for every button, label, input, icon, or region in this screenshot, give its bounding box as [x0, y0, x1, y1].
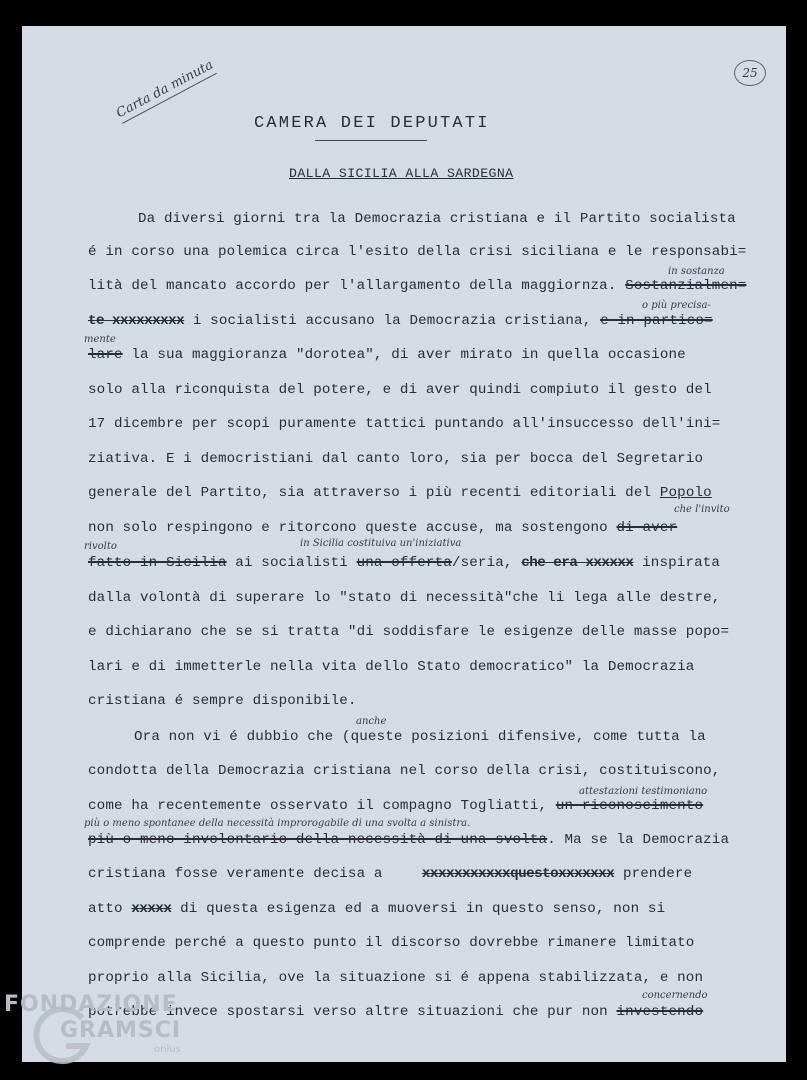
text-line	[88, 520, 677, 536]
text-line	[88, 555, 720, 571]
line-text: di questa esigenza ed a muoversi in questo senso, non si	[180, 901, 666, 917]
line-text: inspirata	[642, 555, 721, 571]
text-line	[88, 278, 746, 294]
text-line: lari e di immetterle nella vita dello Stato democratico" la Democrazia	[88, 659, 695, 675]
text-line	[88, 798, 703, 814]
text-line	[88, 313, 713, 329]
text-line: dalla volontà di superare lo "stato di necessità"che li lega alle destre,	[88, 590, 721, 606]
text-line: solo alla riconquista del potere, e di aver quindi compiuto il gesto del	[88, 382, 712, 398]
handwritten-note: o più precisa-	[642, 300, 711, 311]
line-text: prendere	[622, 866, 693, 882]
text-line	[88, 485, 712, 501]
line-text: la sua maggioranza "dorotea", di aver mirato in quella occasione	[131, 347, 686, 363]
text-line: ziativa. E i democristiani dal canto loro, sia per bocca del Segretario	[88, 451, 704, 467]
struck-text: xxxxxxxxxxxquestoxxxxxxx	[421, 866, 615, 882]
handwritten-note: anche	[356, 716, 387, 727]
struck-text: un riconoscimento	[555, 798, 704, 814]
text-line: 17 dicembre per scopi puramente tattici puntando all'insuccesso dell'ini=	[88, 416, 721, 432]
struck-text: e in partico=	[600, 313, 713, 329]
line-text: i socialisti accusano la Democrazia cristiana,	[192, 313, 592, 329]
struck-text: che era xxxxxx	[521, 555, 634, 571]
text-line	[88, 832, 729, 848]
watermark-g-icon	[32, 1006, 92, 1070]
struck-text: Sostanzialmen=	[625, 278, 747, 294]
line-text: ai socialisti	[235, 555, 348, 571]
watermark-text: FONDAZIONE	[4, 992, 178, 1017]
line-text: . Ma se la Democrazia	[547, 832, 730, 848]
header-rule	[315, 140, 427, 141]
handwritten-note: rivolto	[84, 541, 117, 552]
text-line	[88, 866, 692, 882]
handwritten-note: che l'invito	[674, 504, 730, 515]
struck-text: lare	[88, 347, 123, 363]
watermark-text: onlus	[154, 1044, 181, 1055]
struck-text: fatto in Sicilia	[88, 555, 227, 571]
line-text: /seria,	[451, 555, 513, 571]
line-text: cristiana fosse veramente decisa a	[88, 866, 383, 882]
watermark-logo	[4, 990, 204, 1070]
text-line: é in corso una polemica circa l'esito della crisi siciliana e le responsabi=	[88, 244, 747, 260]
handwritten-note: in sostanza	[668, 266, 725, 277]
text-line: Ora non vi é dubbio che (queste posizioni difensive, come tutta la	[134, 729, 706, 745]
handwritten-note: in Sicilia costituiva un'iniziativa	[300, 538, 462, 549]
line-text: come ha recentemente osservato il compagno Togliatti,	[88, 798, 548, 814]
struck-text: xxxxx	[131, 901, 172, 917]
struck-text: te xxxxxxxxx	[88, 313, 185, 329]
struck-text: una offerta	[356, 555, 452, 571]
line-text: generale del Partito, sia attraverso i più recenti editoriali del	[88, 485, 652, 501]
text-line: e dichiarano che se si tratta "di soddisfare le esigenze delle masse popo=	[88, 624, 730, 640]
text-line: Da diversi giorni tra la Democrazia cristiana e il Partito socialista	[138, 211, 736, 227]
handwritten-note: attestazioni testimoniano	[579, 786, 708, 797]
underlined-text: Popolo	[659, 485, 712, 501]
struck-text: più o meno involontario della necessità di una svolta	[88, 832, 548, 848]
text-line	[88, 901, 665, 917]
text-line: proprio alla Sicilia, ove la situazione si é appena stabilizzata, e non	[88, 970, 704, 986]
handwritten-note: concernendo	[642, 990, 708, 1001]
text-line: condotta della Democrazia cristiana nel corso della crisi, costituiscono,	[88, 763, 721, 779]
watermark-text: GRAMSCI	[60, 1018, 182, 1043]
line-text: atto	[88, 901, 123, 917]
line-text: potrebbe invece spostarsi verso altre situazioni che pur non	[88, 1004, 608, 1020]
page-number: 25	[734, 60, 766, 86]
text-line	[88, 347, 686, 363]
struck-text: investendo	[616, 1004, 704, 1020]
handwritten-note: mente	[84, 334, 116, 345]
paper-stamp: Carta da minuta	[114, 58, 217, 124]
text-line: comprende perché a questo punto il discorso dovrebbe rimanere limitato	[88, 935, 695, 951]
line-text: non solo respingono e ritorcono queste accuse, ma sostengono	[88, 520, 608, 536]
text-line: cristiana é sempre disponibile.	[88, 693, 357, 709]
line-text: lità del mancato accordo per l'allargamento della maggiornza.	[88, 278, 617, 294]
header: CAMERA DEI DEPUTATI	[254, 114, 490, 133]
handwritten-note: più o meno spontanee della necessità improrogabile di una svolta a sinistra.	[84, 818, 471, 829]
title: DALLA SICILIA ALLA SARDEGNA	[289, 166, 514, 181]
struck-text: di aver	[616, 520, 678, 536]
document-page	[22, 26, 786, 1062]
